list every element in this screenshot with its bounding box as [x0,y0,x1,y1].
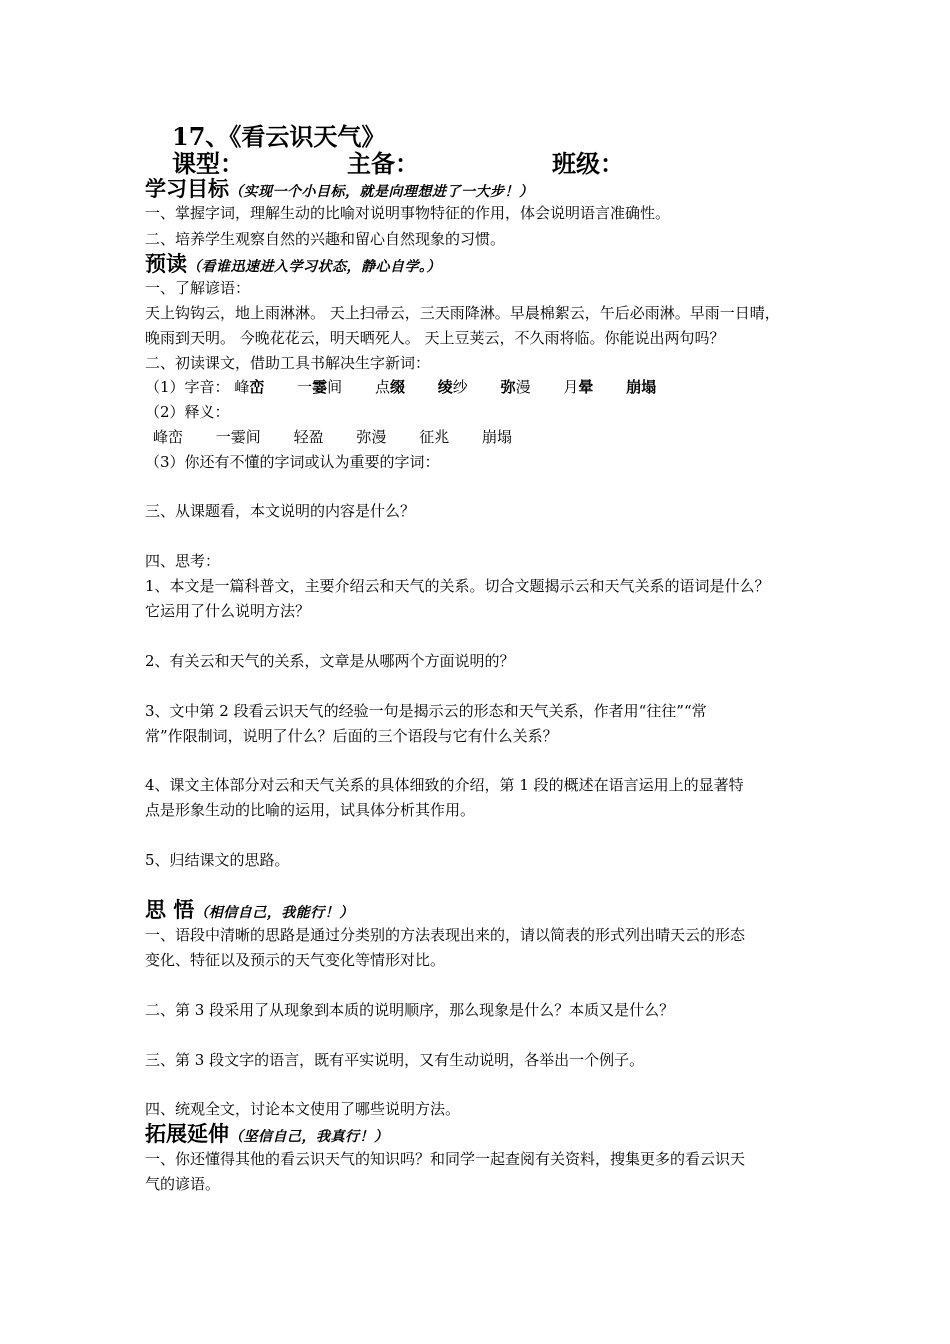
preview-note: （看谁迅速进入学习状态，静心自学。） [187,259,441,275]
pron-word: 峰峦 [234,378,265,396]
proverbs-line: 晚雨到天明。 今晚花花云，明天晒死人。 天上豆荚云，不久雨将临。你能说出两句吗？ [145,329,725,347]
goal-item: 二、培养学生观察自然的兴趣和留心自然现象的习惯。 [145,230,506,248]
goal-item: 一、掌握字词，理解生动的比喻对说明事物特征的作用，体会说明语言准确性。 [145,204,671,222]
proverbs-line: 天上钩钩云，地上雨淋淋。 天上扫帚云，三天雨降淋。早晨棉絮云，午后必雨淋。早雨一日晴， [145,304,780,322]
think-1: 1、本文是一篇科普文，主要介绍云和天气的关系。切合文题揭示云和天气关系的语词是什么？ [145,577,770,595]
lesson-title: 17、《看云识天气》 [172,122,386,151]
preview-q1: 一、了解谚语： [145,279,251,297]
think-3: 常”作限制词，说明了什么？后面的三个语段与它有什么关系？ [145,727,558,745]
pron-word: 崩塌 [626,378,657,396]
reflect-2: 二、第 3 段采用了从现象到本质的说明顺序，那么现象是什么？本质又是什么？ [145,1001,675,1019]
lesson-type-label: 课型： [172,149,244,178]
definition-row [153,427,540,447]
reflect-note: （相信自己，我能行！） [194,905,354,921]
pron-word: 弥漫 [500,378,531,396]
goals-heading-text: 学习目标 [145,176,229,201]
think-4: 点是形象生动的比喻的运用，试具体分析其作用。 [145,801,476,819]
preview-heading-text: 预读 [145,251,187,276]
reflect-heading [145,897,354,926]
preview-q4: 四、思考： [145,552,221,570]
extend-heading [145,1121,389,1150]
pronunciation-row [145,377,684,397]
def-word: 崩塌 [481,428,512,446]
think-2: 2、有关云和天气的关系，文章是从哪两个方面说明的？ [145,652,515,670]
preview-q3: 三、从课题看，本文说明的内容是什么？ [145,502,416,520]
pronunciation-label: （1）字音： [145,378,230,396]
reflect-1: 变化、特征以及预示的天气变化等情形对比。 [145,951,446,969]
author-label: 主备： [347,149,419,178]
def-word: 弥漫 [356,428,387,446]
def-word: 一霎间 [215,428,261,446]
think-5: 5、归结课文的思路。 [145,851,290,869]
goals-note: （实现一个小目标，就是向理想进了一大步！） [229,184,534,200]
preview-heading [145,251,441,280]
goals-heading [145,176,534,205]
extend-1: 一、你还懂得其他的看云识天气的知识吗？和同学一起查阅有关资料，搜集更多的看云识天 [145,1150,746,1168]
pron-word: 点缀 [374,378,405,396]
pron-word: 一霎间 [297,378,343,396]
class-label: 班级： [552,149,624,178]
extend-heading-text: 拓展延伸 [145,1121,229,1146]
reflect-4: 四、统观全文，讨论本文使用了哪些说明方法。 [145,1100,461,1118]
def-word: 轻盈 [293,428,324,446]
think-1: 它运用了什么说明方法？ [145,602,311,620]
reflect-1: 一、语段中清晰的思路是通过分类别的方法表现出来的，请以简表的形式列出晴天云的形态 [145,926,746,944]
pron-word: 月晕 [563,378,594,396]
reflect-heading-text: 思 悟 [145,897,195,922]
pron-word: 绫纱 [437,378,468,396]
def-word: 征兆 [419,428,450,446]
think-4: 4、课文主体部分对云和天气关系的具体细致的介绍，第 1 段的概述在语言运用上的显著特 [145,776,744,794]
preview-q2: 二、初读课文，借助工具书解决生字新词： [145,354,431,372]
extend-1: 气的谚语。 [145,1175,221,1193]
think-3: 3、文中第 2 段看云识天气的经验一句是揭示云的形态和天气关系，作者用“往往”“常 [145,702,707,720]
definition-label: （2）释义： [145,403,230,421]
preview-q2-3: （3）你还有不懂的字词或认为重要的字词： [145,453,440,471]
extend-note: （坚信自己，我真行！） [229,1129,389,1145]
reflect-3: 三、第 3 段文字的语言，既有平实说明，又有生动说明，各举出一个例子。 [145,1051,645,1069]
def-word: 峰峦 [153,428,184,446]
